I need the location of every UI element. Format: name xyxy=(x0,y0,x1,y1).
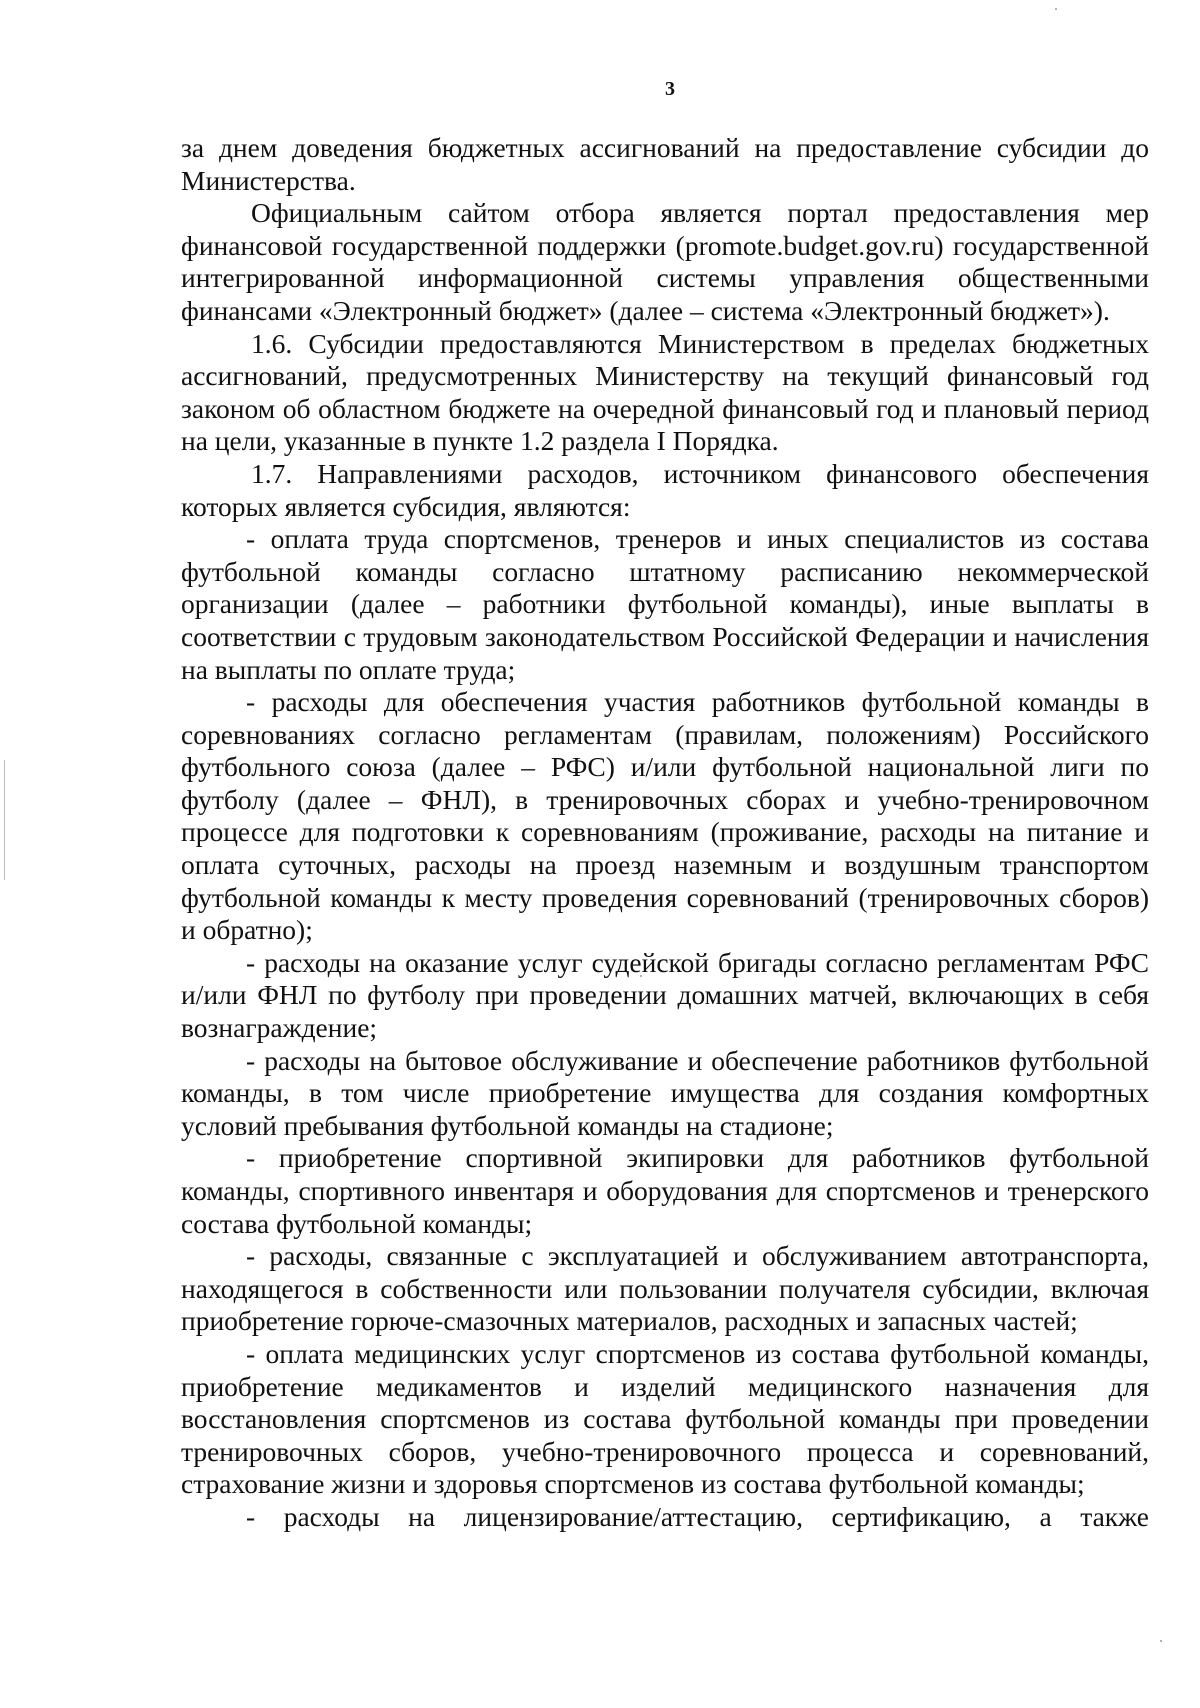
scan-speck xyxy=(1055,8,1057,10)
scan-margin-line xyxy=(4,760,5,880)
paragraph-section-1-7: 1.7. Направлениями расходов, источником финансового обеспечения которых является субсидия, являются: xyxy=(181,457,1149,522)
document-body xyxy=(181,132,1149,1534)
list-item: - расходы на лицензирование/аттестацию, сертификацию, а также xyxy=(246,1500,1149,1532)
list-item: - расходы на оказание услуг судейской бригады согласно регламентам РФС и/или ФНЛ по футболу при проведении домашних матчей, включающих в себя вознаграждение; xyxy=(181,946,1149,1044)
paragraph: за днем доведения бюджетных ассигнований на предоставление субсидии до Министерства. xyxy=(181,132,1149,196)
list-item: - расходы на бытовое обслуживание и обеспечение работников футбольной команды, в том числе приобретение имущества для создания комфортных условий пребывания футбольной команды на стадионе; xyxy=(181,1044,1149,1141)
list-item: - оплата медицинских услуг спортсменов из состава футбольной команды, приобретение медикаментов и изделий медицинского назначения для восстановления спортсменов из состава футбольной команды при проведении тренировочных сборов, учебно-тренировочного процесса и соревнований, страхование жизни и здоровья спортсменов из состава футбольной команды; xyxy=(181,1337,1149,1500)
list-item: - расходы для обеспечения участия работников футбольной команды в соревнованиях согласно регламентам (правилам, положениям) Российского футбольного союза (далее – РФС) и/или футбольной национальной лиги по футболу (далее – ФНЛ), в тренировочных сборах и учебно-тренировочном процессе для подготовки к соревнованиям (проживание, расходы на питание и оплата суточных, расходы на проезд наземным и воздушным транспортом футбольной команды к месту проведения соревнований (тренировочных сборов) и обратно); xyxy=(181,686,1149,946)
paragraph: Официальным сайтом отбора является портал предоставления мер финансовой государственной поддержки (promote.budget.gov.ru) государственной интегрированной информационной системы управления общественными финансами «Электронный бюджет» (далее – система «Электронный бюджет»). xyxy=(181,197,1149,326)
list-item: - приобретение спортивной экипировки для работников футбольной команды, спортивного инвентаря и оборудования для спортсменов и тренерского состава футбольной команды; xyxy=(181,1142,1149,1239)
list-item: - оплата труда спортсменов, тренеров и иных специалистов из состава футбольной команды согласно штатному расписанию некоммерческой организации (далее – работники футбольной команды), иные выплаты в соответствии с трудовым законодательством Российской Федерации и начисления на выплаты по оплате труда; xyxy=(181,523,1149,685)
scan-speck xyxy=(1160,1640,1162,1642)
page-number: 3 xyxy=(665,78,675,100)
paragraph-section-1-6: 1.6. Субсидии предоставляются Министерством в пределах бюджетных ассигнований, предусмотренных Министерству на текущий финансовый год законом об областном бюджете на очередной финансовый год и плановый период на цели, указанные в пункте 1.2 раздела I Порядка. xyxy=(181,327,1149,457)
list-item: - расходы, связанные с эксплуатацией и обслуживанием автотранспорта, находящегося в собственности или пользовании получателя субсидии, включая приобретение горюче-смазочных материалов, расходных и запасных частей; xyxy=(181,1240,1149,1337)
